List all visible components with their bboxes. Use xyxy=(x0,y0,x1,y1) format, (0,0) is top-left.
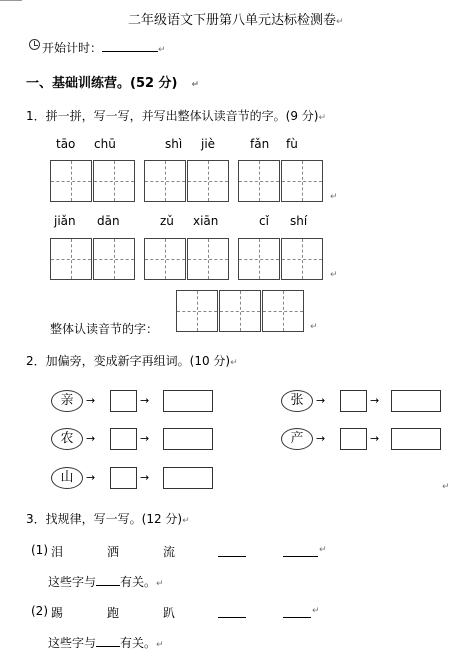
answer-box[interactable] xyxy=(340,428,367,450)
pinyin: tāo xyxy=(56,137,76,151)
pinyin: zǔ xyxy=(160,214,174,228)
relation-sentence: 这些字与 有关。↵ xyxy=(48,636,164,650)
writing-cell[interactable] xyxy=(219,290,261,332)
arrow-icon: → xyxy=(370,394,380,407)
answer-box[interactable] xyxy=(163,467,213,489)
pinyin: jiè xyxy=(201,137,216,151)
answer-blank[interactable] xyxy=(283,543,318,557)
writing-cell[interactable] xyxy=(176,290,218,332)
writing-cell[interactable] xyxy=(50,160,92,202)
arrow-icon: → xyxy=(140,432,150,445)
writing-cell[interactable] xyxy=(281,238,323,280)
q3-char: 流 xyxy=(163,545,176,559)
writing-cell[interactable] xyxy=(262,290,304,332)
answer-box[interactable] xyxy=(110,467,137,489)
arrow-icon: → xyxy=(140,471,150,484)
answer-blank[interactable] xyxy=(218,604,246,618)
pinyin: jiǎn xyxy=(54,214,76,228)
pinyin: fǎn xyxy=(250,137,270,151)
para-mark: ↵ xyxy=(330,192,338,202)
answer-blank[interactable] xyxy=(218,543,246,557)
writing-cell[interactable] xyxy=(144,160,186,202)
answer-blank[interactable] xyxy=(96,573,120,586)
writing-cell[interactable] xyxy=(93,238,135,280)
q3-char: 踢 xyxy=(51,606,64,620)
q3-char: 趴 xyxy=(163,606,176,620)
q3-char: 洒 xyxy=(107,545,120,559)
clock-icon xyxy=(29,39,40,50)
writing-cell[interactable] xyxy=(238,160,280,202)
q3-char: 泪 xyxy=(51,545,64,559)
writing-cell[interactable] xyxy=(93,160,135,202)
answer-box[interactable] xyxy=(340,390,367,412)
pinyin: dān xyxy=(97,214,120,228)
q2-prompt: 2．加偏旁，变成新字再组词。(10 分)↵ xyxy=(26,354,238,368)
page-title: 二年级语文下册第八单元达标检测卷↵ xyxy=(128,13,344,28)
relation-sentence: 这些字与 有关。↵ xyxy=(48,575,164,589)
arrow-icon: → xyxy=(86,394,96,407)
answer-box[interactable] xyxy=(110,390,137,412)
para-mark: ↵ xyxy=(319,545,327,555)
timer-line: 开始计时： ↵ xyxy=(42,41,166,55)
answer-box[interactable] xyxy=(391,428,441,450)
writing-cell[interactable] xyxy=(50,238,92,280)
para-mark: ↵ xyxy=(330,270,338,280)
para-mark: ↵ xyxy=(310,322,318,332)
q1-prompt: 1．拼一拼，写一写，并写出整体认读音节的字。(9 分)↵ xyxy=(26,109,326,123)
pinyin: xiān xyxy=(193,214,219,228)
para-mark: ↵ xyxy=(442,482,450,492)
writing-cell[interactable] xyxy=(187,238,229,280)
q3-char: 跑 xyxy=(107,606,120,620)
arrow-icon: → xyxy=(316,394,326,407)
pinyin: fù xyxy=(286,137,298,151)
arrow-icon: → xyxy=(86,471,96,484)
page-top-line xyxy=(0,0,22,1)
character-circle: 张 xyxy=(281,390,313,412)
arrow-icon: → xyxy=(316,432,326,445)
character-circle: 山 xyxy=(51,467,83,489)
answer-blank[interactable] xyxy=(96,634,120,647)
arrow-icon: → xyxy=(86,432,96,445)
answer-box[interactable] xyxy=(163,428,213,450)
arrow-icon: → xyxy=(140,394,150,407)
arrow-icon: → xyxy=(370,432,380,445)
answer-box[interactable] xyxy=(163,390,213,412)
character-circle: 产 xyxy=(281,428,313,450)
answer-box[interactable] xyxy=(391,390,441,412)
pinyin: chū xyxy=(94,137,116,151)
pinyin: cǐ xyxy=(259,214,269,228)
writing-cell[interactable] xyxy=(281,160,323,202)
section1-heading: 一、基础训练营。(52 分) ↵ xyxy=(26,76,200,91)
answer-box[interactable] xyxy=(110,428,137,450)
whole-syllable-label: 整体认读音节的字： xyxy=(50,322,159,336)
character-circle: 农 xyxy=(51,428,83,450)
writing-cell[interactable] xyxy=(238,238,280,280)
answer-blank[interactable] xyxy=(283,604,311,618)
writing-cell[interactable] xyxy=(187,160,229,202)
q3-item-number: (1) xyxy=(31,543,48,557)
q3-prompt: 3．找规律，写一写。(12 分)↵ xyxy=(26,512,190,526)
pinyin: shì xyxy=(165,137,183,151)
q3-item-number: (2) xyxy=(31,604,48,618)
character-circle: 亲 xyxy=(51,390,83,412)
para-mark: ↵ xyxy=(312,606,320,616)
pinyin: shí xyxy=(290,214,308,228)
writing-cell[interactable] xyxy=(144,238,186,280)
